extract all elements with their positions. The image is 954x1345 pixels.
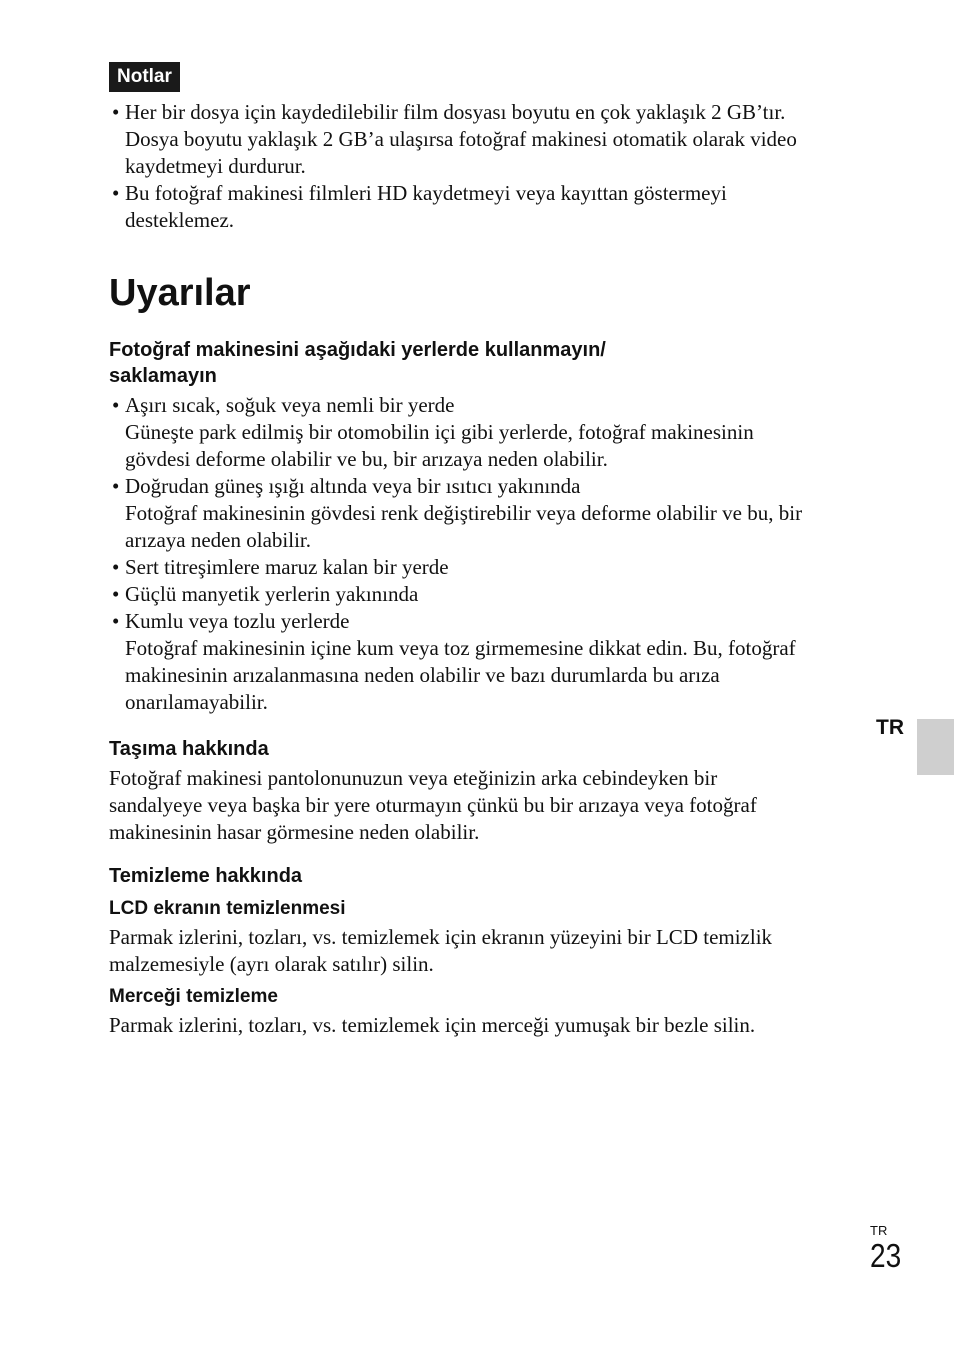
item-head: Sert titreşimlere maruz kalan bir yerde bbox=[125, 555, 449, 579]
item-detail: Güneşte park edilmiş bir otomobilin içi gibi yerlerde, fotoğraf makinesinin bbox=[125, 420, 754, 444]
section-locations bbox=[109, 337, 879, 716]
notes-item-2-line2: desteklemez. bbox=[125, 208, 235, 232]
notes-item-2-line1: Bu fotoğraf makinesi filmleri HD kaydetmeyi veya kayıttan göstermeyi bbox=[125, 181, 727, 205]
lcd-cleaning-heading: LCD ekranın temizlenmesi bbox=[109, 898, 346, 919]
item-head: Doğrudan güneş ışığı altında veya bir ısıtıcı yakınında bbox=[125, 474, 581, 498]
list-item bbox=[109, 392, 879, 473]
page-title: Uyarılar bbox=[109, 272, 251, 314]
item-detail: onarılamayabilir. bbox=[125, 690, 268, 714]
item-head: Aşırı sıcak, soğuk veya nemli bir yerde bbox=[125, 393, 455, 417]
text-line: makinesinin hasar görmesine neden olabilir. bbox=[109, 820, 480, 844]
list-item bbox=[109, 99, 879, 180]
list-item bbox=[109, 473, 879, 554]
heading-line-1: Fotoğraf makinesini aşağıdaki yerlerde kullanmayın/ bbox=[109, 339, 606, 361]
language-tab-label: TR bbox=[876, 716, 904, 739]
locations-list bbox=[109, 392, 879, 716]
section-carrying bbox=[109, 736, 879, 846]
list-item bbox=[109, 608, 879, 716]
item-detail: Fotoğraf makinesinin gövdesi renk değiştirebilir veya deforme olabilir ve bu, bir bbox=[125, 501, 803, 525]
item-detail: makinesinin arızalanmasına neden olabilir ve bazı durumlarda bu arıza bbox=[125, 663, 720, 687]
item-head: Güçlü manyetik yerlerin yakınında bbox=[125, 582, 419, 606]
text-line: malzemesiyle (ayrı olarak satılır) silin. bbox=[109, 952, 434, 976]
notes-item-1-line3: kaydetmeyi durdurur. bbox=[125, 154, 306, 178]
lens-cleaning-text bbox=[109, 1012, 879, 1039]
list-item bbox=[109, 554, 879, 581]
notes-item-1-line2: Dosya boyutu yaklaşık 2 GB’a ulaşırsa fotoğraf makinesi otomatik olarak video bbox=[125, 127, 797, 151]
notes-item-1-line1: Her bir dosya için kaydedilebilir film dosyası boyutu en çok yaklaşık 2 GB’tır. bbox=[125, 100, 786, 124]
list-item bbox=[109, 581, 879, 608]
text-line: Parmak izlerini, tozları, vs. temizlemek için merceği yumuşak bir bezle silin. bbox=[109, 1013, 756, 1037]
language-tab bbox=[917, 719, 954, 775]
heading-line-2: saklamayın bbox=[109, 365, 217, 387]
section-locations-heading bbox=[109, 337, 879, 389]
item-detail: gövdesi deforme olabilir ve bu, bir arızaya neden olabilir. bbox=[125, 447, 608, 471]
text-line: Fotoğraf makinesi pantolonunuzun veya eteğinizin arka cebindeyken bir bbox=[109, 766, 718, 790]
page-number: 23 bbox=[870, 1237, 902, 1274]
text-line: Parmak izlerini, tozları, vs. temizlemek için ekranın yüzeyini bir LCD temizlik bbox=[109, 925, 773, 949]
list-item bbox=[109, 180, 879, 234]
item-head: Kumlu veya tozlu yerlerde bbox=[125, 609, 350, 633]
item-detail: Fotoğraf makinesinin içine kum veya toz girmemesine dikkat edin. Bu, fotoğraf bbox=[125, 636, 796, 660]
section-cleaning bbox=[109, 863, 879, 1039]
lcd-cleaning-text bbox=[109, 924, 879, 978]
notes-label: Notlar bbox=[109, 62, 180, 92]
notes-list bbox=[109, 99, 879, 234]
footer-lang: TR bbox=[870, 1223, 888, 1238]
section-carrying-text bbox=[109, 765, 879, 846]
text-line: sandalyeye veya başka bir yere oturmayın çünkü bu bir arızaya veya fotoğraf bbox=[109, 793, 757, 817]
section-carrying-heading: Taşıma hakkında bbox=[109, 738, 269, 760]
section-cleaning-heading: Temizleme hakkında bbox=[109, 865, 303, 887]
lens-cleaning-heading: Merceği temizleme bbox=[109, 986, 278, 1007]
item-detail: arızaya neden olabilir. bbox=[125, 528, 311, 552]
